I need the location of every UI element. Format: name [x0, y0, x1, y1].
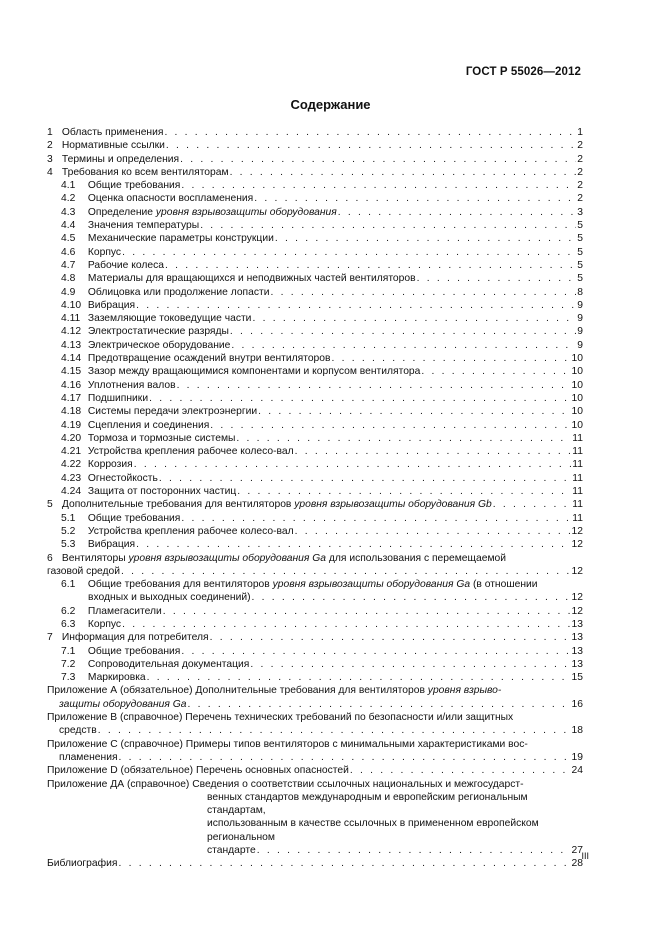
toc-entry[interactable]: 4.13 Электрическое оборудование . . . 9 — [47, 339, 583, 352]
toc-entry[interactable]: 6.1 Общие требования для вентиляторов уровня взрывозащиты оборудования Ga (в отношении входных и выходных соединений) . . . 12 — [47, 578, 583, 605]
appendix-entry[interactable]: Приложение В (справочное) Перечень технических требований по безопасности и/или защитных средств . . . 18 — [47, 711, 583, 738]
toc-entry[interactable]: 4.14 Предотвращение осаждений внутри вентиляторов . . . 10 — [47, 352, 583, 365]
toc-entry[interactable]: 4.22 Коррозия . . . 11 — [47, 458, 583, 471]
page-number: III — [581, 851, 589, 861]
toc-entry[interactable]: 4.5 Механические параметры конструкции . . . 5 — [47, 232, 583, 245]
toc-entry[interactable]: 4 Требования ко всем вентиляторам . . . 2 — [47, 166, 583, 179]
toc-entry[interactable]: 5.1 Общие требования . . . 11 — [47, 512, 583, 525]
toc-entry[interactable]: 4.9 Облицовка или продолжение лопасти . . . 8 — [47, 286, 583, 299]
toc-entry[interactable]: 5.2 Устройства крепления рабочее колесо-вал . . . 12 — [47, 525, 583, 538]
appendix-entry[interactable]: Приложение D (обязательное) Перечень основных опасностей . . . 24 — [47, 764, 583, 777]
toc-entry[interactable]: 4.23 Огнестойкость . . . 11 — [47, 472, 583, 485]
toc-entry[interactable]: 3 Термины и определения . . . 2 — [47, 153, 583, 166]
toc-entry[interactable]: 6.3 Корпус . . . 13 — [47, 618, 583, 631]
toc-entry[interactable]: 4.20 Тормоза и тормозные системы . . . 11 — [47, 432, 583, 445]
appendix-entry[interactable]: Библиография . . . 28 — [47, 857, 583, 870]
toc-entry[interactable]: 4.16 Уплотнения валов . . . 10 — [47, 379, 583, 392]
toc-entry[interactable]: 5 Дополнительные требования для вентиляторов уровня взрывозащиты оборудования Gb . . . 11 — [47, 498, 583, 511]
toc-entry[interactable]: 4.15 Зазор между вращающимися компонентами и корпусом вентилятора . . . 10 — [47, 365, 583, 378]
appendix-entry[interactable]: Приложение ДА (справочное) Сведения о соответствии ссылочных национальных и межгосударст- венных стандартов международным и европейским региональным стандартам, использованным в качестве ссылочных в примененном европейском региональном стандарте . . . 27 — [47, 778, 583, 858]
page-title: Содержание — [290, 97, 371, 112]
toc-entry[interactable]: 4.24 Защита от посторонних частиц . . . 11 — [47, 485, 583, 498]
toc-entry[interactable]: 7.3 Маркировка . . . 15 — [47, 671, 583, 684]
toc-entry[interactable]: 7.2 Сопроводительная документация . . . 13 — [47, 658, 583, 671]
toc-entry[interactable]: 4.2 Оценка опасности воспламенения . . . 2 — [47, 192, 583, 205]
toc-entry[interactable]: 4.7 Рабочие колеса . . . 5 — [47, 259, 583, 272]
toc-entry[interactable]: 4.21 Устройства крепления рабочее колесо-вал . . . 11 — [47, 445, 583, 458]
appendix-entry[interactable]: Приложение С (справочное) Примеры типов вентиляторов с минимальными характеристиками вос- пламенения . . . 19 — [47, 738, 583, 765]
toc-entry[interactable]: 1 Область применения . . . 1 — [47, 126, 583, 139]
toc-entry[interactable]: 4.18 Системы передачи электроэнергии . . . 10 — [47, 405, 583, 418]
toc-entry[interactable]: 4.6 Корпус . . . 5 — [47, 246, 583, 259]
toc-entry[interactable]: 7.1 Общие требования . . . 13 — [47, 645, 583, 658]
toc-entry[interactable]: 7 Информация для потребителя . . . 13 — [47, 631, 583, 644]
toc-entry[interactable]: 6.2 Пламегасители . . . 12 — [47, 605, 583, 618]
toc-entry[interactable]: 4.1 Общие требования . . . 2 — [47, 179, 583, 192]
toc-entry[interactable]: 4.8 Материалы для вращающихся и неподвижных частей вентиляторов . . . 5 — [47, 272, 583, 285]
toc-entry[interactable]: 2 Нормативные ссылки . . . 2 — [47, 139, 583, 152]
toc-entry[interactable]: 4.11 Заземляющие токоведущие части . . . 9 — [47, 312, 583, 325]
toc-entry[interactable]: 4.4 Значения температуры . . . 5 — [47, 219, 583, 232]
toc-entry[interactable]: 4.10 Вибрация . . . 9 — [47, 299, 583, 312]
toc-entry[interactable]: 4.3 Определение уровня взрывозащиты оборудования . . . 3 — [47, 206, 583, 219]
toc-entry[interactable]: 5.3 Вибрация . . . 12 — [47, 538, 583, 551]
toc-entry[interactable]: 4.17 Подшипники . . . 10 — [47, 392, 583, 405]
appendix-entry[interactable]: Приложение А (обязательное) Дополнительные требования для вентиляторов уровня взрыво- защиты оборудования Ga . . . 16 — [47, 684, 583, 711]
toc-entry[interactable]: 6 Вентиляторы уровня взрывозащиты оборудования Ga для использования с перемещаемой газовой средой . . . 12 — [47, 552, 583, 579]
toc-entry[interactable]: 4.19 Сцепления и соединения . . . 10 — [47, 419, 583, 432]
table-of-contents — [47, 126, 583, 871]
toc-entry[interactable]: 4.12 Электростатические разряды . . . 9 — [47, 325, 583, 338]
document-code: ГОСТ Р 55026—2012 — [465, 66, 581, 78]
